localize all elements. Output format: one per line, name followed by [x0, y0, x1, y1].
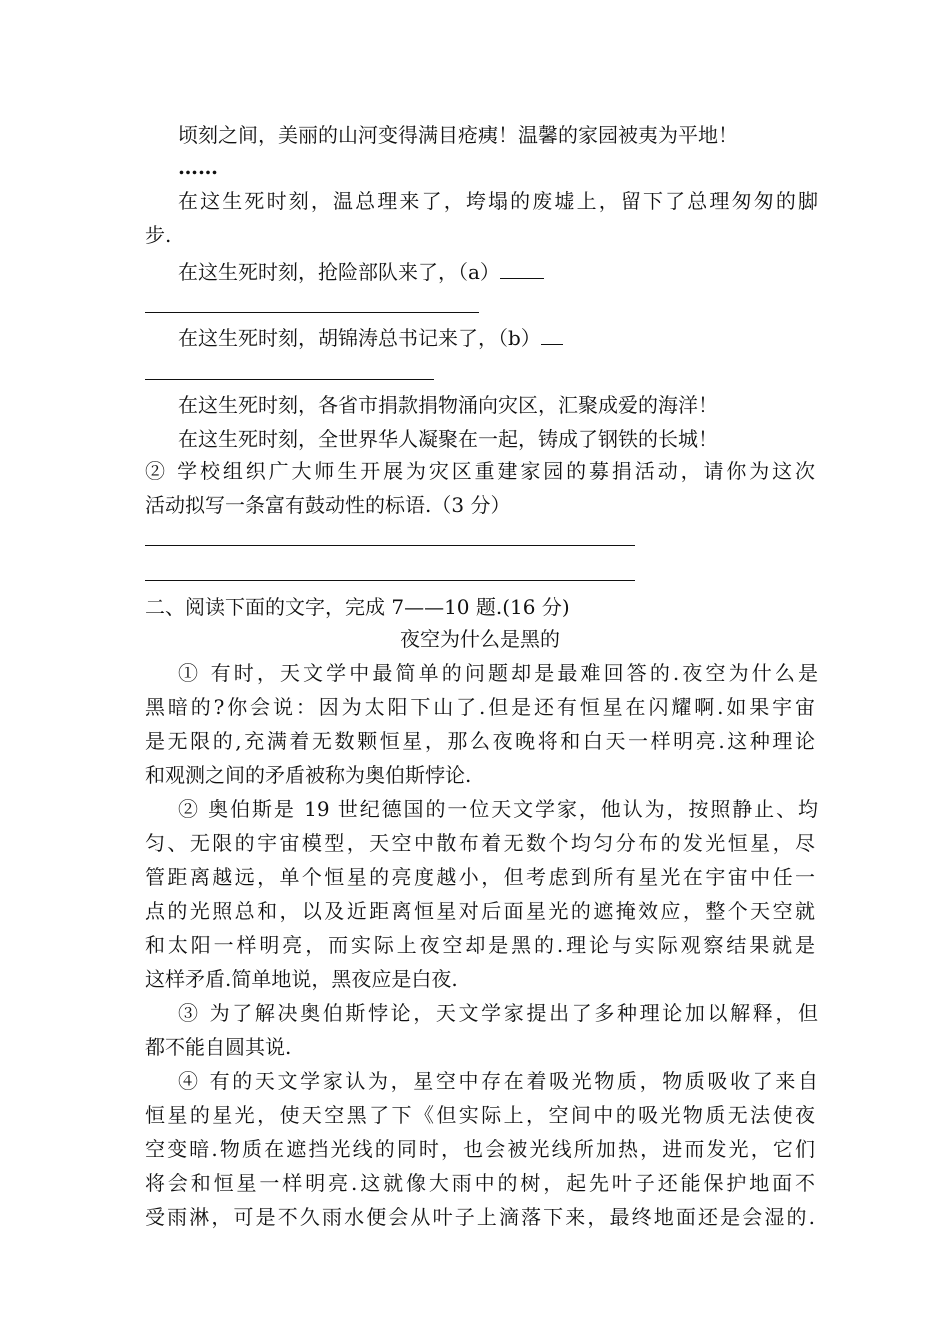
question-b-line: [178, 322, 818, 353]
paragraph-1-line: 和观测之间的矛盾被称为奥伯斯悖论.: [145, 763, 472, 787]
answer-blank-a-inline[interactable]: [500, 256, 544, 279]
question-a-text: 在这生死时刻，抢险部队来了，（a）: [178, 260, 500, 284]
paragraph-4-line: 空变暗.物质在遮挡光线的同时，也会被光线所加热，进而发光，它们: [145, 1137, 815, 1161]
text-line: 顷刻之间，美丽的山河变得满目疮痍！温馨的家园被夷为平地！: [178, 123, 738, 147]
answer-blank-a[interactable]: [145, 312, 479, 313]
ellipsis: ……: [178, 155, 218, 179]
paragraph-2-line: 匀、无限的宇宙模型，天空中散布着无数个均匀分布的发光恒星，尽: [145, 831, 815, 855]
question-b-text: 在这生死时刻，胡锦涛总书记来了，（b）: [178, 326, 541, 350]
question-2-text: 活动拟写一条富有鼓动性的标语.（3 分）: [145, 493, 511, 517]
paragraph-2-line: 点的光照总和，以及近距离恒星对后面星光的遮掩效应，整个天空就: [145, 899, 815, 923]
paragraph-2-line: 管距离越远，单个恒星的亮度越小，但考虑到所有星光在宇宙中任一: [145, 865, 815, 889]
paragraph-4-line: 将会和恒星一样明亮.这就像大雨中的树，起先叶子还能保护地面不: [145, 1171, 815, 1195]
question-2-text: ② 学校组织广大师生开展为灾区重建家园的募捐活动，请你为这次: [145, 459, 815, 483]
question-a-line: [178, 256, 818, 287]
paragraph-1-line: 是无限的,充满着无数颗恒星，那么夜晚将和白天一样明亮.这种理论: [145, 729, 815, 753]
text-line: 在这生死时刻，全世界华人凝聚在一起，铸成了钢铁的长城！: [178, 427, 718, 451]
slogan-answer-line-2[interactable]: [145, 580, 635, 581]
slogan-answer-line-1[interactable]: [145, 545, 635, 546]
answer-blank-b[interactable]: [145, 379, 434, 380]
section-heading: 二、阅读下面的文字，完成 7——10 题.(16 分): [145, 595, 570, 619]
paragraph-2-line: ② 奥伯斯是 19 世纪德国的一位天文学家，他认为，按照静止、均: [178, 797, 818, 821]
paragraph-2-line: 和太阳一样明亮，而实际上夜空却是黑的.理论与实际观察结果就是: [145, 933, 815, 957]
text-line: 在这生死时刻，各省市捐款捐物涌向灾区，汇聚成爱的海洋！: [178, 393, 718, 417]
paragraph-2-line: 这样矛盾.简单地说，黑夜应是白夜.: [145, 967, 458, 991]
text-line: 步.: [145, 223, 172, 247]
paragraph-1-line: ① 有时，天文学中最简单的问题却是最难回答的.夜空为什么是: [178, 661, 818, 685]
paragraph-4-line: 受雨淋，可是不久雨水便会从叶子上滴落下来，最终地面还是会湿的.: [145, 1205, 815, 1229]
paragraph-4-line: ④ 有的天文学家认为，星空中存在着吸光物质，物质吸收了来自: [178, 1069, 818, 1093]
paragraph-3-line: 都不能自圆其说.: [145, 1035, 292, 1059]
text-line: 在这生死时刻，温总理来了，垮塌的废墟上，留下了总理匆匆的脚: [178, 189, 818, 213]
paragraph-4-line: 恒星的星光，使天空黑了下《但实际上，空间中的吸光物质无法使夜: [145, 1103, 815, 1127]
answer-blank-b-inline[interactable]: [541, 322, 563, 345]
article-title: 夜空为什么是黑的: [400, 627, 560, 651]
paragraph-3-line: ③ 为了解决奥伯斯悖论，天文学家提出了多种理论加以解释，但: [178, 1001, 818, 1025]
paragraph-1-line: 黑暗的?你会说：因为太阳下山了.但是还有恒星在闪耀啊.如果宇宙: [145, 695, 815, 719]
